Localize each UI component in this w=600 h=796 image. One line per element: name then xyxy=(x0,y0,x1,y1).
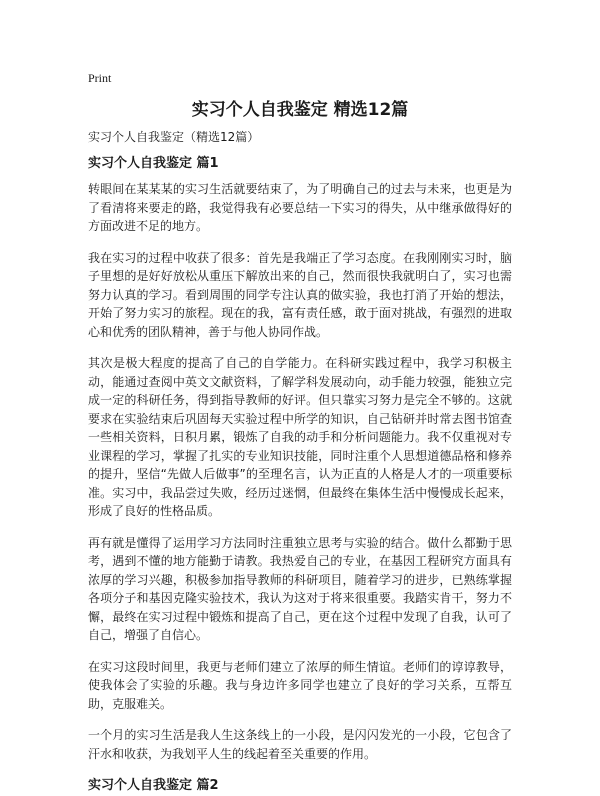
section-heading: 实习个人自我鉴定 篇2 xyxy=(88,778,219,793)
section-1 xyxy=(88,154,512,763)
paragraph: 转眼间在某某某的实习生活就要结束了，为了明确自己的过去与未来，也更是为了看清将来要走的路，我觉得我有必要总结一下实习的得失，从中继承做得好的方面改进不足的地方。 xyxy=(88,182,512,233)
paragraph: 一个月的实习生活是我人生这条线上的一小段，是闪闪发光的一小段，它包含了汗水和收获，为我划平人生的线起着至关重要的作用。 xyxy=(88,728,512,761)
section-heading: 实习个人自我鉴定 篇1 xyxy=(88,156,219,171)
document-subtitle: 实习个人自我鉴定（精选12篇） xyxy=(88,130,260,144)
paragraph: 在实习这段时间里，我更与老师们建立了浓厚的师生情谊。老师们的谆谆教导，使我体会了实验的乐趣。我与身边许多同学也建立了良好的学习关系，互帮互助，克服难关。 xyxy=(88,659,512,711)
document-title: 实习个人自我鉴定 精选12篇 xyxy=(191,100,409,120)
paragraph: 其次是极大程度的提高了自己的自学能力。在科研实践过程中，我学习积极主动，能通过查阅中英文文献资料，了解学科发展动向，动手能力较强，能独立完成一定的科研任务，得到指导教师的好评。但只靠实习努力是完全不够的。这就要求在实验结束后巩固每天实验过程中所学的知识，自己钻研并时常去图书馆查一些相关资料，日积月累，锻炼了自我的动手和分析问题能力。我不仅重视对专业课程的学习，掌握了扎实的专业知识技能，同时注重个人思想道德品格和修养的提升，坚信“先做人后做事”的至理名言，认为正直的人格是人才的一项重要标准。实习中，我品尝过失败，经历过迷惘，但最终在集体生活中慢慢成长起来，形成了良好的性格品质。 xyxy=(88,356,512,518)
section-2 xyxy=(88,776,512,796)
paragraph: 我在实习的过程中收获了很多：首先是我端正了学习态度。在我刚刚实习时，脑子里想的是好好放松从重压下解放出来的自己，然而很快我就明白了，实习也需努力认真的学习。看到周围的同学专注认真的做实验，我也打消了开始的想法，开始了努力实习的旅程。现在的我，富有责任感，敢于面对挑战，有强烈的进取心和优秀的团队精神，善于与他人协同作战。 xyxy=(88,250,512,339)
paragraph: 再有就是懂得了运用学习方法同时注重独立思考与实验的结合。做什么都勤于思考，遇到不懂的地方能勤于请教。我热爱自己的专业，在基因工程研究方面具有浓厚的学习兴趣，积极参加指导教师的科研项目，随着学习的进步，已熟练掌握各项分子和基因克隆实验技术，我认为这对于将来很重要。我踏实肯干，努力不懈，最终在实习过程中锻炼和提高了自己，更在这个过程中发现了自我，认可了自己，增强了自信心。 xyxy=(88,535,512,642)
print-label: Print xyxy=(88,71,112,85)
